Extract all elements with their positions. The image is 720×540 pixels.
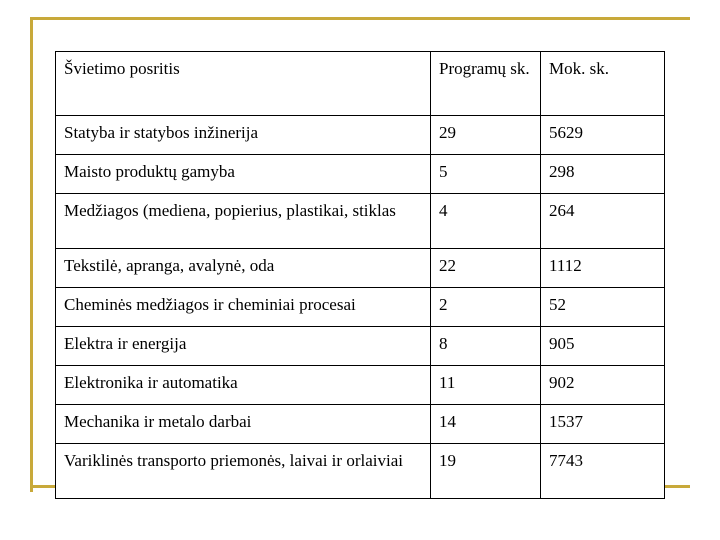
table-row [56, 405, 665, 444]
decorative-left-line [30, 17, 33, 492]
students-cell: 298 [541, 155, 665, 194]
students-cell: 7743 [541, 444, 665, 499]
header-students-count: Mok. sk. [541, 52, 665, 116]
students-cell: 902 [541, 366, 665, 405]
programs-cell: 29 [431, 116, 541, 155]
students-cell: 52 [541, 288, 665, 327]
programs-cell: 14 [431, 405, 541, 444]
table-row [56, 194, 665, 249]
programs-cell: 19 [431, 444, 541, 499]
students-cell: 5629 [541, 116, 665, 155]
programs-cell: 5 [431, 155, 541, 194]
field-cell: Medžiagos (mediena, popierius, plastikai, stiklas [56, 194, 431, 249]
field-cell: Maisto produktų gamyba [56, 155, 431, 194]
table-row [56, 249, 665, 288]
table-row [56, 116, 665, 155]
students-cell: 1112 [541, 249, 665, 288]
field-cell: Tekstilė, apranga, avalynė, oda [56, 249, 431, 288]
programs-cell: 2 [431, 288, 541, 327]
students-cell: 264 [541, 194, 665, 249]
students-cell: 1537 [541, 405, 665, 444]
field-cell: Cheminės medžiagos ir cheminiai procesai [56, 288, 431, 327]
decorative-top-line [30, 17, 690, 20]
programs-cell: 4 [431, 194, 541, 249]
field-cell: Variklinės transporto priemonės, laivai ir orlaiviai [56, 444, 431, 499]
table-row [56, 444, 665, 499]
table-row [56, 155, 665, 194]
header-field: Švietimo posritis [56, 52, 431, 116]
students-cell: 905 [541, 327, 665, 366]
programs-cell: 8 [431, 327, 541, 366]
programs-cell: 22 [431, 249, 541, 288]
education-programs-table [55, 51, 665, 499]
field-cell: Mechanika ir metalo darbai [56, 405, 431, 444]
programs-cell: 11 [431, 366, 541, 405]
table-row [56, 366, 665, 405]
table-row [56, 327, 665, 366]
table-header-row [56, 52, 665, 116]
field-cell: Elektra ir energija [56, 327, 431, 366]
field-cell: Elektronika ir automatika [56, 366, 431, 405]
table-row [56, 288, 665, 327]
header-programs-count: Programų sk. [431, 52, 541, 116]
field-cell: Statyba ir statybos inžinerija [56, 116, 431, 155]
